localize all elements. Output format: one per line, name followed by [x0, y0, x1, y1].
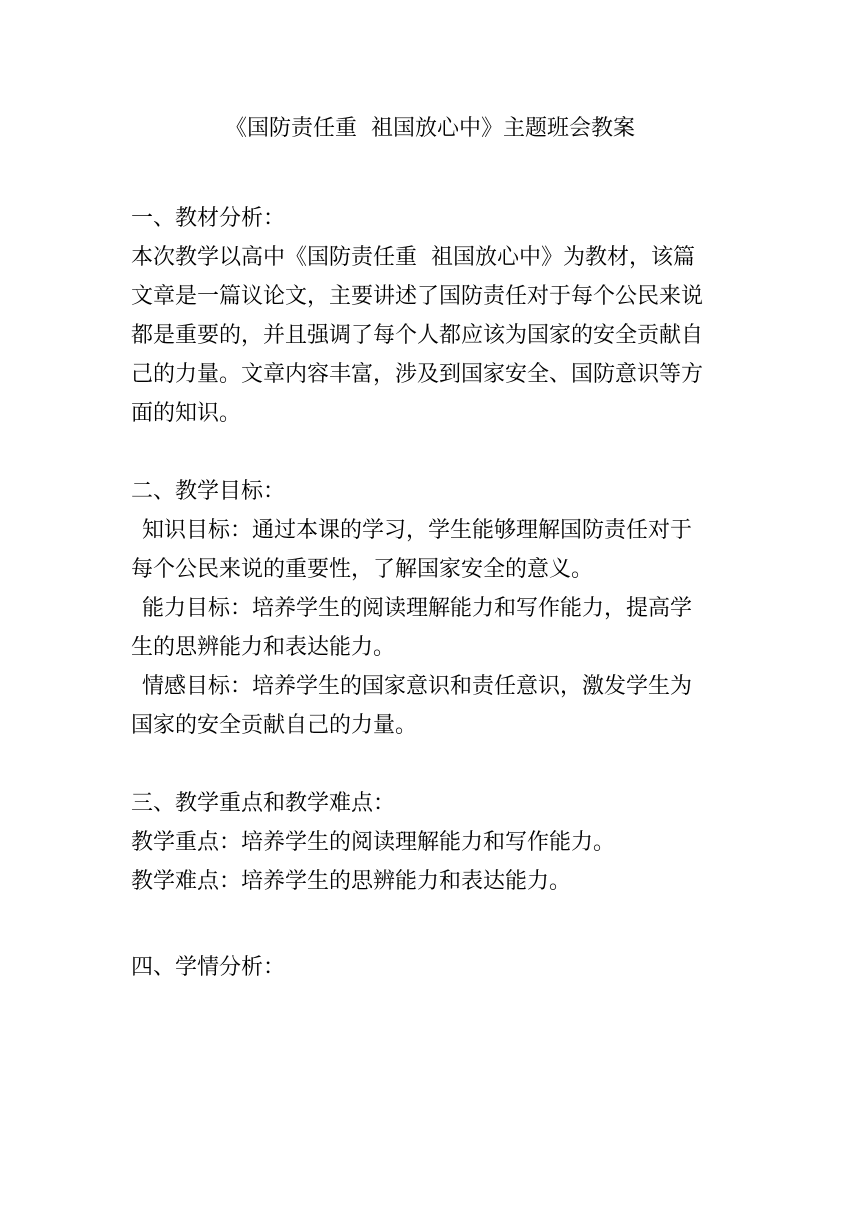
- paragraph-line: 己的力量。文章内容丰富，涉及到国家安全、国防意识等方: [131, 362, 704, 387]
- objective-line: 生的思辨能力和表达能力。: [131, 635, 396, 660]
- section-student-analysis: [131, 948, 731, 987]
- objective-line: 情感目标：培养学生的国家意识和责任意识，激发学生为: [142, 674, 693, 699]
- document-body: [131, 199, 731, 987]
- paragraph-line: 本次教学以高中《国防责任重 祖国放心中》为教材，该篇: [131, 245, 695, 270]
- key-point-line: 教学重点：培养学生的阅读理解能力和写作能力。: [131, 830, 616, 855]
- objective-line: 知识目标：通过本课的学习，学生能够理解国防责任对于: [142, 518, 693, 543]
- section-key-points: [131, 784, 731, 901]
- paragraph-line: 文章是一篇议论文，主要讲述了国防责任对于每个公民来说: [131, 284, 704, 309]
- paragraph-line: 都是重要的，并且强调了每个人都应该为国家的安全贡献自: [131, 323, 704, 348]
- blank-line: [131, 901, 731, 940]
- section-teaching-objectives: [131, 472, 731, 745]
- key-point-line: 教学难点：培养学生的思辨能力和表达能力。: [131, 869, 572, 894]
- blank-line: [131, 433, 731, 472]
- section-heading: 三、教学重点和教学难点：: [131, 791, 396, 816]
- objective-line: 国家的安全贡献自己的力量。: [131, 713, 418, 738]
- objective-line: 能力目标：培养学生的阅读理解能力和写作能力，提高学: [142, 596, 693, 621]
- section-textbook-analysis: [131, 199, 731, 433]
- objective-line: 每个公民来说的重要性，了解国家安全的意义。: [131, 557, 594, 582]
- blank-line: [131, 745, 731, 784]
- document-title: 《国防责任重 祖国放心中》主题班会教案: [225, 116, 635, 141]
- section-heading: 一、教材分析：: [131, 206, 286, 231]
- section-heading: 二、教学目标：: [131, 479, 286, 504]
- section-heading: 四、学情分析：: [131, 955, 286, 980]
- paragraph-line: 面的知识。: [131, 401, 242, 426]
